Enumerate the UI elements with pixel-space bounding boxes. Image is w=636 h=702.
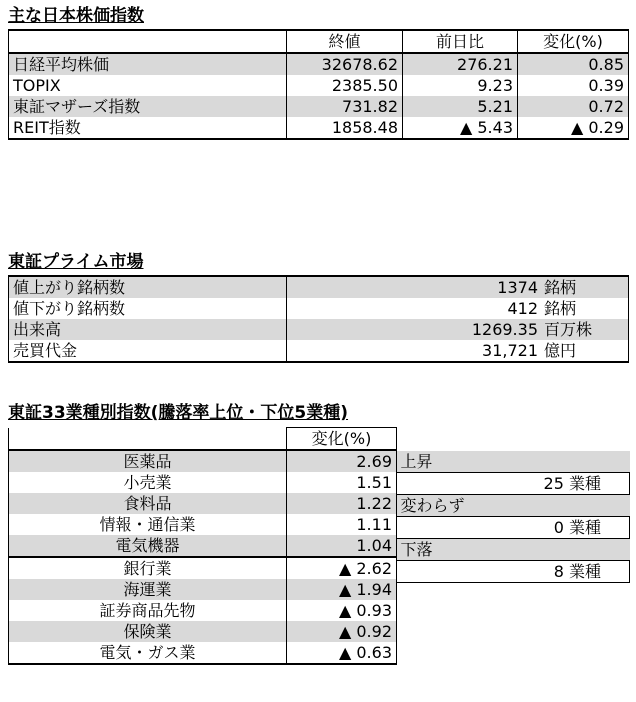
- indices-table: [8, 29, 629, 140]
- indices-title: 主な日本株価指数: [8, 6, 144, 26]
- table-row: [9, 514, 397, 535]
- table-row: [9, 493, 397, 514]
- sector-name: 電気・ガス業: [9, 642, 287, 664]
- prime-label: 値下がり銘柄数: [9, 298, 287, 319]
- sector-name: 海運業: [9, 579, 287, 600]
- sector-name: 小売業: [9, 472, 287, 493]
- summary-flat-value: [397, 517, 630, 539]
- table-row: [9, 579, 397, 600]
- prime-value: 1374: [497, 278, 538, 297]
- index-pct: 0.39: [518, 75, 629, 96]
- summary-up-count: 25: [543, 474, 564, 493]
- table-row: [9, 450, 397, 472]
- sector-pct: 1.04: [287, 535, 397, 557]
- index-change: 9.23: [403, 75, 518, 96]
- table-row: [9, 319, 629, 340]
- sectors-title: 東証33業種別指数(騰落率上位・下位5業種): [8, 403, 349, 423]
- indices-header-pct: 変化(%): [518, 30, 629, 53]
- sector-name: 証券商品先物: [9, 600, 287, 621]
- sector-pct: ▲ 0.92: [287, 621, 397, 642]
- summary-up-unit: 業種: [569, 474, 602, 493]
- prime-title: 東証プライム市場: [8, 252, 144, 272]
- index-close: 1858.48: [287, 117, 403, 139]
- prime-unit: 銘柄: [544, 278, 577, 297]
- sector-pct: ▲ 0.93: [287, 600, 397, 621]
- table-row: [9, 276, 629, 298]
- summary-flat-label: 変わらず: [397, 495, 630, 517]
- sector-name: 保険業: [9, 621, 287, 642]
- sector-name: 電気機器: [9, 535, 287, 557]
- index-name: 東証マザーズ指数: [9, 96, 287, 117]
- prime-label: 値上がり銘柄数: [9, 276, 287, 298]
- table-row: [9, 53, 629, 75]
- index-name: TOPIX: [9, 75, 287, 96]
- index-change: 276.21: [403, 53, 518, 75]
- prime-label: 出来高: [9, 319, 287, 340]
- prime-unit: 銘柄: [544, 299, 577, 318]
- sector-pct: 1.11: [287, 514, 397, 535]
- indices-header-close: 終値: [287, 30, 403, 53]
- sector-name: 食料品: [9, 493, 287, 514]
- table-row: [9, 298, 629, 319]
- sectors-table: [8, 427, 397, 665]
- table-row: [9, 621, 397, 642]
- prime-unit: 百万株: [544, 320, 593, 339]
- sector-pct: ▲ 1.94: [287, 579, 397, 600]
- prime-unit: 億円: [544, 341, 577, 360]
- table-row: [9, 75, 629, 96]
- prime-value: 412: [507, 299, 538, 318]
- summary-flat-unit: 業種: [569, 518, 602, 537]
- index-pct: 0.72: [518, 96, 629, 117]
- summary-up-label: 上昇: [397, 451, 630, 473]
- index-close: 731.82: [287, 96, 403, 117]
- prime-table: [8, 275, 629, 363]
- summary-down-value: [397, 561, 630, 583]
- prime-value: 1269.35: [471, 320, 538, 339]
- summary-down-unit: 業種: [569, 562, 602, 581]
- index-close: 32678.62: [287, 53, 403, 75]
- sector-pct: 2.69: [287, 450, 397, 472]
- sector-pct: ▲ 0.63: [287, 642, 397, 664]
- sector-name: 情報・通信業: [9, 514, 287, 535]
- indices-header-row: [9, 30, 629, 53]
- summary-up-value: [397, 473, 630, 495]
- sectors-header-row: [9, 428, 397, 451]
- table-row: [9, 340, 629, 362]
- sectors-header-pct: 変化(%): [287, 428, 397, 451]
- table-row: [9, 117, 629, 139]
- summary-down-count: 8: [553, 562, 564, 581]
- table-row: [9, 472, 397, 493]
- indices-header-change: 前日比: [403, 30, 518, 53]
- sector-pct: 1.22: [287, 493, 397, 514]
- sector-pct: 1.51: [287, 472, 397, 493]
- sectors-header-empty: [9, 428, 287, 451]
- table-row: [9, 535, 397, 557]
- prime-label: 売買代金: [9, 340, 287, 362]
- index-name: 日経平均株価: [9, 53, 287, 75]
- table-row: [9, 96, 629, 117]
- summary-down-label: 下落: [397, 539, 630, 561]
- index-name: REIT指数: [9, 117, 287, 139]
- indices-header-empty: [9, 30, 287, 53]
- table-row: [9, 557, 397, 579]
- summary-flat-count: 0: [553, 518, 564, 537]
- table-row: [9, 600, 397, 621]
- index-pct: ▲ 0.29: [518, 117, 629, 139]
- prime-value: 31,721: [482, 341, 538, 360]
- sector-pct: ▲ 2.62: [287, 557, 397, 579]
- sector-summary: [396, 451, 630, 583]
- sector-name: 銀行業: [9, 557, 287, 579]
- index-change: ▲ 5.43: [403, 117, 518, 139]
- sector-name: 医薬品: [9, 450, 287, 472]
- index-pct: 0.85: [518, 53, 629, 75]
- index-close: 2385.50: [287, 75, 403, 96]
- index-change: 5.21: [403, 96, 518, 117]
- table-row: [9, 642, 397, 664]
